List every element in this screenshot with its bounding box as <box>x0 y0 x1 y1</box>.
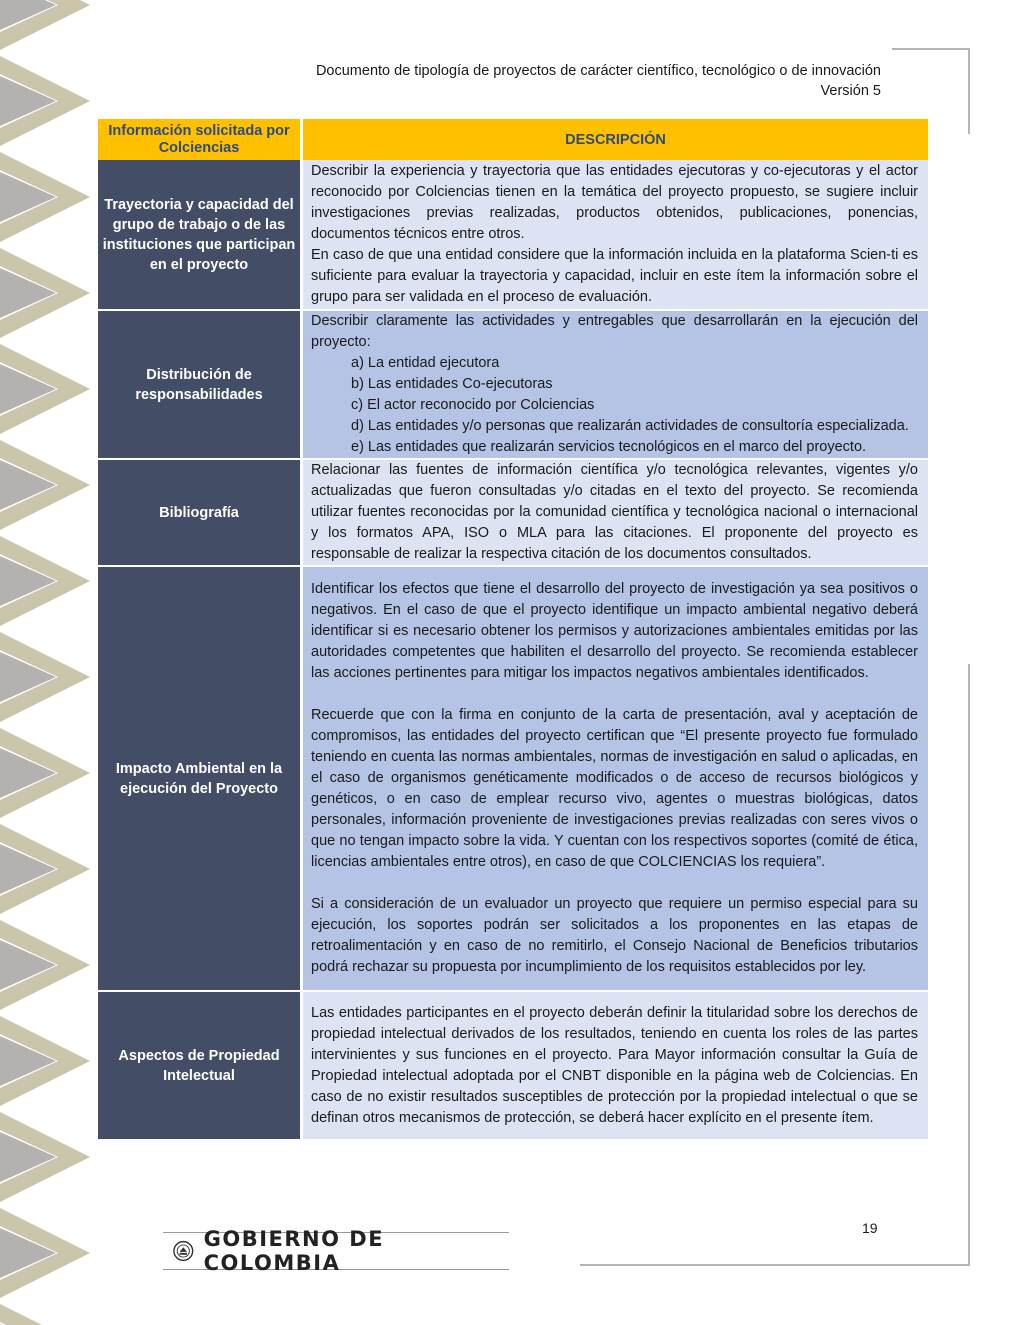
row-description-impacto-ambiental <box>303 567 928 992</box>
list-item: b) Las entidades Co-ejecutoras <box>351 376 553 392</box>
government-logo-text: GOBIERNO DE COLOMBIA <box>203 1227 385 1275</box>
row-label-trayectoria: Trayectoria y capacidad del grupo de trabajo o de las instituciones que participan en el proyecto <box>98 160 303 311</box>
list-item: d) Las entidades y/o personas que realizarán actividades de consultoría especializada. <box>351 418 909 434</box>
table-row <box>98 311 928 460</box>
row-label-distribucion: Distribución de responsabilidades <box>98 311 303 460</box>
row-description-distribucion <box>303 311 928 460</box>
paragraph: Describir la experiencia y trayectoria que las entidades ejecutoras y co-ejecutoras y el actor reconocido por Colciencias tienen en la temática del proyecto propuesto, se sugiere incluir investigaciones previas realizadas, productos obtenidos, publicaciones, ponencias, documentos técnicos entre otros. <box>311 163 918 242</box>
row-label-propiedad-intelectual: Aspectos de Propiedad Intelectual <box>98 992 303 1141</box>
header-version: Versión 5 <box>820 83 881 99</box>
table-row <box>98 460 928 567</box>
table-row <box>98 160 928 311</box>
row-description-trayectoria <box>303 160 928 311</box>
column-header-information: Información solicitada por Colciencias <box>98 119 303 160</box>
government-logo <box>163 1227 509 1275</box>
row-label-impacto-ambiental: Impacto Ambiental en la ejecución del Proyecto <box>98 567 303 992</box>
paragraph: Recuerde que con la firma en conjunto de la carta de presentación, aval y aceptación de compromisos, las entidades del proyecto certifican que “El presente proyecto fue formulado teniendo en cuenta las normas ambientales, normas de investigación en salud o aplicadas, en el caso de organismos genéticamente modificados o de acceso de recursos biológicos y genéticos, o en caso de emplear recurso vivo, agentes o muestras biológicas, datos personales, información proveniente de investigaciones previas realizadas con seres vivos o que no tengan impacto sobre la vida. Y cuentan con los respectivos soportes (comité de ética, licencias ambientales entre otros), en caso de que COLCIENCIAS los requiera”. <box>311 707 918 870</box>
responsibilities-list <box>311 353 918 458</box>
colombia-seal-icon <box>173 1240 194 1262</box>
page-number: 19 <box>862 1220 878 1236</box>
row-label-bibliografia: Bibliografía <box>98 460 303 567</box>
paragraph: Las entidades participantes en el proyecto deberán definir la titularidad sobre los derechos de propiedad intelectual derivados de los resultados, teniendo en cuenta los roles de las partes intervinientes y sus funciones en el proyecto. Para Mayor información consultar la Guía de Propiedad intelectual adoptada por el CNBT disponible en la página web de Colciencias. En caso de no existir resultados susceptibles de protección por la propiedad intelectual o que se definan otros mecanismos de protección, se deberá hacer explícito en el presente ítem. <box>311 1004 918 1126</box>
row-description-propiedad-intelectual <box>303 992 928 1141</box>
table-row <box>98 567 928 992</box>
document-header <box>316 61 881 101</box>
header-title: Documento de tipología de proyectos de carácter científico, tecnológico o de innovación <box>315 63 881 79</box>
decorative-chevron-strip <box>0 0 90 1325</box>
paragraph: Describir claramente las actividades y entregables que desarrollarán en la ejecución del proyecto: <box>311 313 918 350</box>
list-item: a) La entidad ejecutora <box>351 355 500 371</box>
list-item: c) El actor reconocido por Colciencias <box>351 397 595 413</box>
row-description-bibliografia <box>303 460 928 567</box>
paragraph: Identificar los efectos que tiene el desarrollo del proyecto de investigación ya sea positivos o negativos. En el caso de que el proyecto identifique un impacto ambiental negativo deberá identificar si es necesario obtener los permisos y autorizaciones ambientales emitidas por las autoridades competentes que habiliten el desarrollo del proyecto. Se recomienda establecer las acciones pertinentes para mitigar los impactos negativos ambientales identificados. <box>311 581 918 681</box>
paragraph: Relacionar las fuentes de información científica y/o tecnológica relevantes, vigentes y/o actualizadas que fueron consultadas y/o citadas en el texto del proyecto. Se recomienda utilizar fuentes reconocidas por la comunidad científica y tecnológica nacional o internacional y los formatos APA, ISO o MLA para las citaciones. El proponente del proyecto es responsable de realizar la respectiva citación de los documentos consultados. <box>311 462 918 562</box>
table-row <box>98 992 928 1141</box>
paragraph: En caso de que una entidad considere que la información incluida en la plataforma Scien-ti es suficiente para evaluar la trayectoria y capacidad, incluir en este ítem la información sobre el grupo para ser validada en el proceso de evaluación. <box>311 247 918 305</box>
paragraph: Si a consideración de un evaluador un proyecto que requiere un permiso especial para su ejecución, los soportes podrán ser solicitados a los proponentes en las etapas de retroalimentación y en caso de no remitirlo, el Consejo Nacional de Beneficios tributarios podrá rechazar su propuesta por incumplimiento de los requisitos establecidos por ley. <box>311 896 918 975</box>
table-header-row <box>98 119 928 160</box>
column-header-description: DESCRIPCIÓN <box>303 119 928 160</box>
list-item: e) Las entidades que realizarán servicios tecnológicos en el marco del proyecto. <box>351 439 867 455</box>
information-table <box>98 119 928 1141</box>
